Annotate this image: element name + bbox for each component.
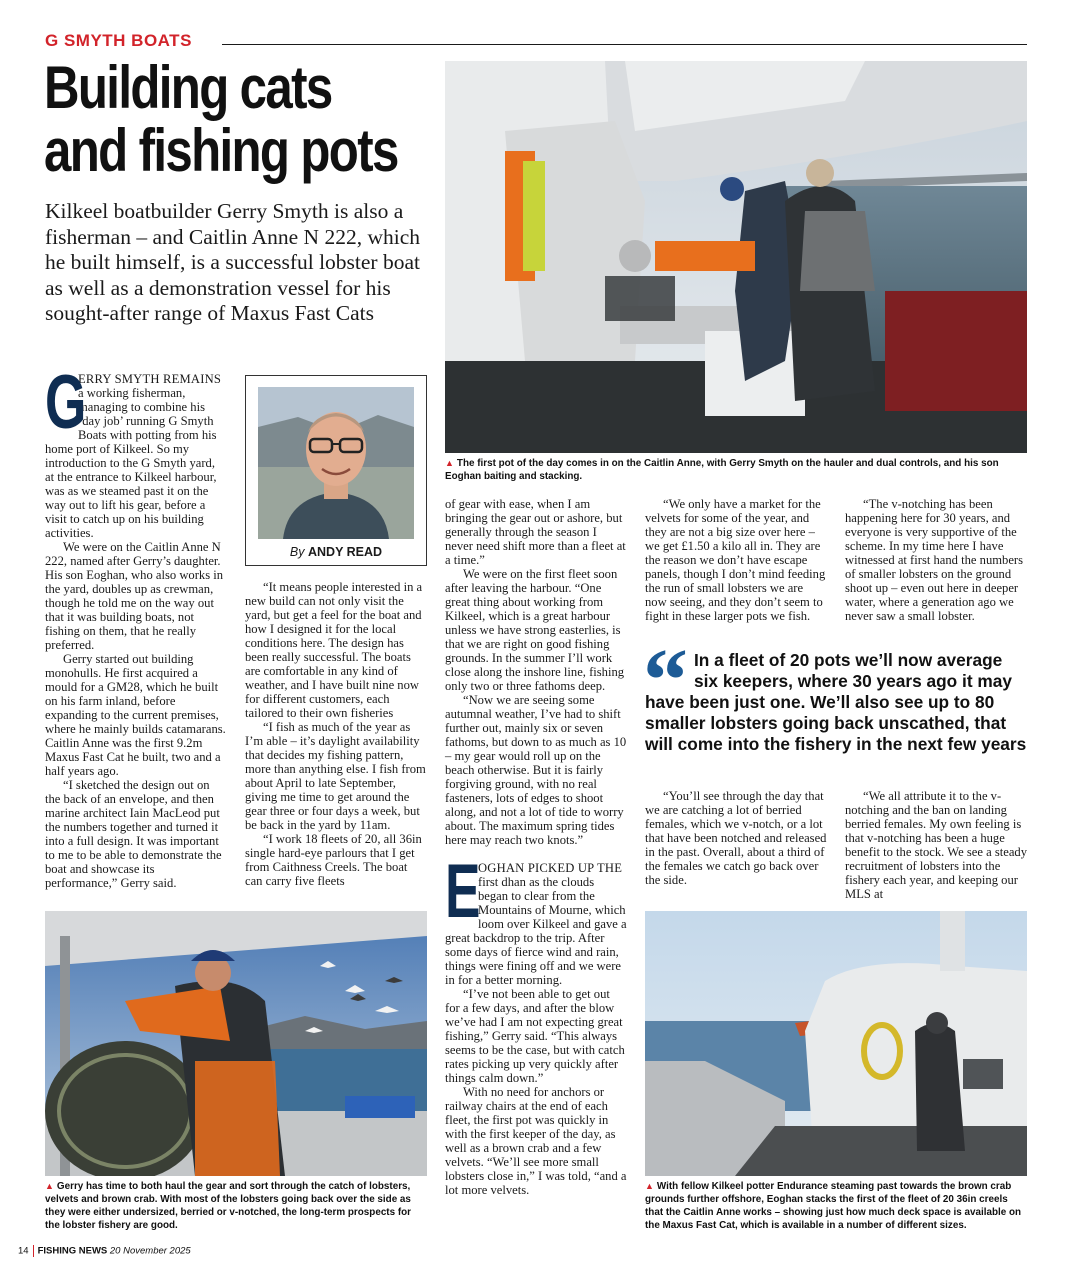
paragraph: “We all attribute it to the v-notching and the ban on landing berried females. My own feeling is that v-notching has been a huge benefit to the stock. We see a steady recruitment of lobsters into the fishery each year, and keeping our MLS at <box>845 789 1027 901</box>
bottom-right-photo-caption: ▲ With fellow Kilkeel potter Endurance steaming past towards the brown crab grounds further offshore, Eoghan stacks the first of the fleet of 20 36in creels that the Caitlin Anne works – showing just how much deck space is available on the Maxus Fast Cat, which is available in a number of different sizes. <box>645 1181 1022 1231</box>
pull-quote-text: In a fleet of 20 pots we’ll now average six keepers, where 30 years ago it may have been just one. We’ll also see up to 80 smaller lobsters going back unscathed, that will come into the fishery in the next few years <box>645 650 1027 754</box>
caption-marker-icon: ▲ <box>445 458 454 468</box>
paragraph: “We only have a market for the velvets for some of the year, and they are not a big size over here – we get £1.50 a kilo all in. They are the reason we don’t have escape panels, though I don’t mind feeding the run of small lobsters we are now seeing, and they don’t seem to fight in these larger pots we fish. <box>645 497 826 623</box>
standfirst: Kilkeel boatbuilder Gerry Smyth is also a fisherman – and Caitlin Anne N 222, which he built himself, is a successful lobster boat as well as a demonstration vessel for his sought-after range of Maxus Fast Cats <box>45 199 420 326</box>
quote-mark-icon: “ <box>643 631 688 730</box>
headline <box>44 54 398 184</box>
paragraph: “You’ll see through the day that we are catching a lot of berried females, which we v-notch, or a lot that have been notched and released in the past. Overall, about a third of the females we catch go back over the side. <box>645 789 827 887</box>
paragraph: Gerry started out building monohulls. He first acquired a mould for a GM28, which he built on his farm inland, before expanding to the current premises, where he mainly builds catamarans. Caitlin Anne was the first 9.2m Maxus Fast Cat he built, two and a half years ago. <box>45 652 226 778</box>
author-name: ANDY READ <box>307 545 383 559</box>
paragraph: We were on the Caitlin Anne N 222, named after Gerry’s daughter. His son Eoghan, who also works in the yard, doubles up as crewman, though he told me on the way out that it was building boats, not fishing on them, that he really preferred. <box>45 540 224 652</box>
drop-cap: G <box>45 360 87 445</box>
bottom-right-photo <box>645 911 1027 1176</box>
paragraph: “I fish as much of the year as I’m able – it’s daylight availability that decides my fishing pattern, more than anything else. I fish from about April to late September, giving me time to get around the gear three or four days a week, but be back in the yard by 11am. <box>245 720 426 832</box>
article-column-1 <box>45 360 227 890</box>
article-column-5 <box>845 497 1027 623</box>
headline-line-1: Building cats <box>44 54 332 121</box>
paragraph: “It means people interested in a new build can not only visit the yard, but get a feel for the boat and how I designed it for the local conditions here. The design has been really successful. The boats are comfortable in any kind of weather, and I have built nine now for different customers, each tailored to their own fisheries <box>245 580 423 720</box>
headline-line-2: and fishing pots <box>44 117 398 184</box>
article-column-3 <box>445 497 627 1197</box>
author-photo <box>258 387 414 539</box>
paragraph: “The v-notching has been happening here for 30 years, and everyone is very supportive of the scheme. In my time here I have witnessed at first hand the numbers of smaller lobsters on the ground shoot up – even out here in deeper water, where a generation ago we never saw a small lobster. <box>845 497 1024 623</box>
bottom-left-photo-caption: ▲ Gerry has time to both haul the gear and sort through the catch of lobsters, velvets and brown crab. With most of the lobsters going back over the side as they were either undersized, berried or v-notched, the long-term prospects for the lobster fishery are good. <box>45 1181 411 1231</box>
drop-cap: E <box>445 849 481 934</box>
paragraph: We were on the first fleet soon after leaving the harbour. “One great thing about working from Kilkeel, which is a great harbour unless we have strong easterlies, is that we are right on good fishing grounds. In the summer I’ll work close along the inshore line, fishing only two or three fathoms deep. <box>445 567 625 693</box>
section-label: G SMYTH BOATS <box>45 31 192 50</box>
article-column-4b <box>645 789 827 887</box>
paragraph: “I work 18 fleets of 20, all 36in single hard-eye parlours that I get from Caithness Creels. The boat can carry five fleets <box>245 832 422 888</box>
article-column-2 <box>245 580 427 888</box>
section-rule <box>222 44 1027 45</box>
article-column-4 <box>645 497 827 623</box>
paragraph: With no need for anchors or railway chairs at the end of each fleet, the first pot was quickly in with the first keeper of the day, as well as a brown crab and a few velvets. “We’ll see more small lobsters close in,” I was told, “and a lot more velvets. <box>445 1085 627 1197</box>
top-photo <box>445 61 1027 453</box>
bottom-left-photo <box>45 911 427 1176</box>
page-number: 14 <box>18 1245 29 1257</box>
article-column-5b <box>845 789 1027 901</box>
issue-date: 20 November 2025 <box>109 1245 191 1257</box>
top-photo-caption: ▲ The first pot of the day comes in on the Caitlin Anne, with Gerry Smyth on the hauler and dual controls, and his son Eoghan baiting and stacking. <box>445 458 999 482</box>
paragraph: “I’ve not been able to get out for a few days, and after the blow we’ve had I am not expecting great fishing,” Gerry said. “This always seems to be the case, but with catch rates picking up very quickly after things calm down.” <box>445 987 625 1085</box>
caption-marker-icon: ▲ <box>645 1181 654 1191</box>
byline: By ANDY READ <box>289 545 383 559</box>
caption-marker-icon: ▲ <box>45 1181 54 1191</box>
pull-quote <box>643 631 1030 755</box>
publication-name: FISHING NEWS <box>37 1245 108 1257</box>
paragraph: “I sketched the design out on the back of an envelope, and then marine architect Iain MacLeod put the numbers together and turned it into a full design. It was important to me to be able to demonstrate the boat and showcase its performance,” Gerry said. <box>45 778 222 890</box>
paragraph: G ERRY SMYTH REMAINS a working fisherman, managing to combine his ‘day job’ running G Smyth Boats with potting from his home port of Kilkeel. So my introduction to the G Smyth yard, at the entrance to Kilkeel harbour, was as we steamed past it on the way out to lift his gear, before a visit to catch up on his building activities. <box>45 360 222 540</box>
footer-divider <box>33 1245 34 1257</box>
page-footer <box>18 1245 191 1257</box>
paragraph: E OGHAN PICKED UP THE first dhan as the clouds began to clear from the Mountains of Mourne, which loom over Kilkeel and gave a great backdrop to the trip. After some days of fierce wind and rain, things were fining off and we were in for a better morning. <box>445 849 627 987</box>
paragraph: “Now we are seeing some autumnal weather, I’ve had to shift further out, mainly six or seven fathoms, but down to as much as 10 – my gear would roll up on the beach otherwise. But it is fairly forgiving ground, with no real fasteners, lots of edges to shoot along, and not a lot of tide to worry about. The maximum spring tides here may reach two knots.” <box>445 693 627 847</box>
paragraph: of gear with ease, when I am bringing the gear out or ashore, but generally through the season I never need shift more than a fleet at a time.” <box>445 497 626 567</box>
